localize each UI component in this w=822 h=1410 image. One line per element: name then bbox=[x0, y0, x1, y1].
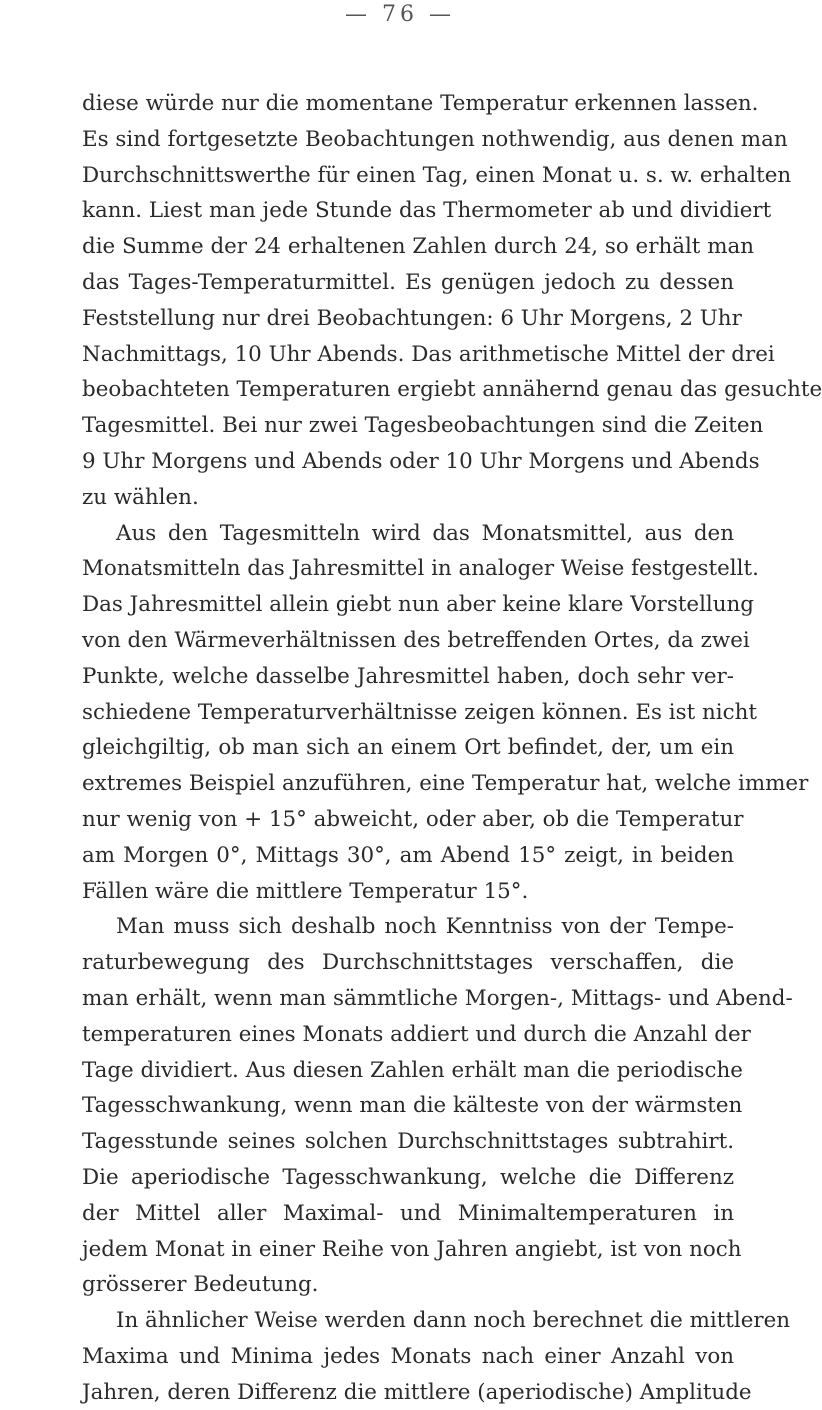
text-line: 9 Uhr Morgens und Abends oder 10 Uhr Morgens und Abends bbox=[82, 448, 760, 474]
text-line: Tage dividiert. Aus diesen Zahlen erhält man die periodische bbox=[82, 1057, 743, 1083]
text-line: extremes Beispiel anzuführen, eine Temperatur hat, welche immer bbox=[82, 771, 809, 797]
text-line: raturbewegung des Durchschnittstages verschaffen, die bbox=[82, 950, 734, 976]
page-number: — 76 — bbox=[345, 2, 455, 27]
text-line: man erhält, wenn man sämmtliche Morgen-, Mittags- und Abend- bbox=[82, 985, 793, 1011]
text-line: Durchschnittswerthe für einen Tag, einen Monat u. s. w. erhalten bbox=[82, 162, 792, 188]
text-line: Tagesmittel. Bei nur zwei Tagesbeobachtungen sind die Zeiten bbox=[82, 413, 764, 439]
body-text bbox=[82, 86, 822, 1410]
text-line: Feststellung nur drei Beobachtungen: 6 Uhr Morgens, 2 Uhr bbox=[82, 305, 742, 331]
text-line: Fällen wäre die mittlere Temperatur 15°. bbox=[82, 878, 529, 904]
text-line: schiedene Temperaturverhältnisse zeigen können. Es ist nicht bbox=[82, 699, 757, 725]
text-line: Tagesstunde seines solchen Durchschnittstages subtrahirt. bbox=[82, 1129, 734, 1155]
text-line: am Morgen 0°, Mittags 30°, am Abend 15° zeigt, in beiden bbox=[82, 842, 734, 868]
text-line: der Mittel aller Maximal- und Minimaltemperaturen in bbox=[82, 1200, 734, 1226]
text-line: Das Jahresmittel allein giebt nun aber keine klare Vorstellung bbox=[82, 592, 754, 618]
text-line: Monatsmitteln das Jahresmittel in analoger Weise festgestellt. bbox=[82, 556, 759, 582]
text-line: In ähnlicher Weise werden dann noch berechnet die mittleren bbox=[116, 1308, 791, 1334]
text-line: Die aperiodische Tagesschwankung, welche die Differenz bbox=[82, 1164, 734, 1190]
text-line: Man muss sich deshalb noch Kenntniss von der Tempe- bbox=[116, 914, 734, 940]
text-line: Maxima und Minima jedes Monats nach einer Anzahl von bbox=[82, 1343, 734, 1369]
text-line: jedem Monat in einer Reihe von Jahren angiebt, ist von noch bbox=[82, 1236, 742, 1262]
text-line: grösserer Bedeutung. bbox=[82, 1272, 319, 1298]
text-line: kann. Liest man jede Stunde das Thermometer ab und dividiert bbox=[82, 198, 772, 224]
text-line: nur wenig von + 15° abweicht, oder aber, ob die Temperatur bbox=[82, 806, 744, 832]
text-line: Aus den Tagesmitteln wird das Monatsmittel, aus den bbox=[116, 520, 734, 546]
text-line: gleichgiltig, ob man sich an einem Ort befindet, der, um ein bbox=[82, 735, 734, 761]
text-line: beobachteten Temperaturen ergiebt annähernd genau das gesuchte bbox=[82, 377, 822, 403]
text-line: Nachmittags, 10 Uhr Abends. Das arithmetische Mittel der drei bbox=[82, 341, 775, 367]
text-line: Es sind fortgesetzte Beobachtungen nothwendig, aus denen man bbox=[82, 126, 788, 152]
text-line: von den Wärmeverhältnissen des betreffenden Ortes, da zwei bbox=[82, 627, 750, 653]
text-line: Jahren, deren Differenz die mittlere (aperiodische) Amplitude bbox=[82, 1379, 752, 1405]
text-line: das Tages-Temperaturmittel. Es genügen jedoch zu dessen bbox=[82, 269, 734, 295]
text-line: temperaturen eines Monats addiert und durch die Anzahl der bbox=[82, 1021, 751, 1047]
text-line: diese würde nur die momentane Temperatur erkennen lassen. bbox=[82, 91, 759, 116]
text-line: zu wählen. bbox=[82, 484, 199, 510]
text-line: Tagesschwankung, wenn man die kälteste von der wärmsten bbox=[82, 1093, 743, 1119]
text-line: Punkte, welche dasselbe Jahresmittel haben, doch sehr ver- bbox=[82, 663, 734, 689]
text-line: die Summe der 24 erhaltenen Zahlen durch 24, so erhält man bbox=[82, 234, 755, 260]
